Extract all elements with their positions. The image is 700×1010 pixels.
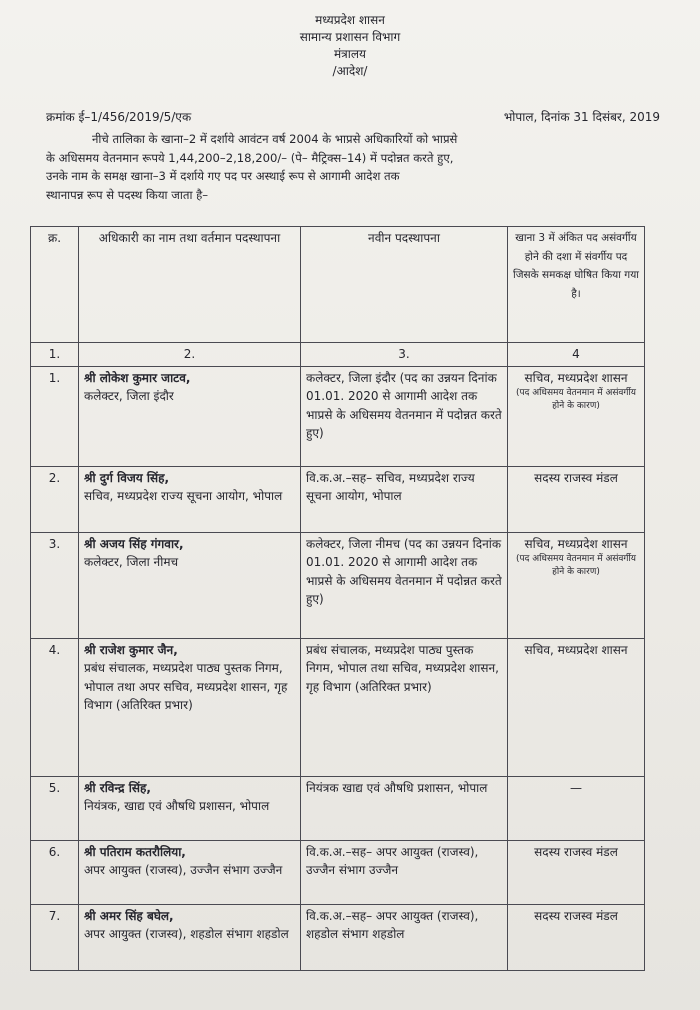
equivalent-note: (पद अधिसमय वेतनमान में असंवर्गीय होने के कारण) (515, 388, 637, 411)
officer-current: अपर आयुक्त (राजस्व), शहडोल संभाग शहडोल (84, 927, 289, 941)
order-place-date: भोपाल, दिनांक 31 दिसंबर, 2019 (503, 110, 660, 124)
new-posting: वि.क.अ.–सह– अपर आयुक्त (राजस्व), शहडोल संभाग शहडोल (301, 904, 508, 970)
table-row (31, 904, 645, 970)
row-serial: 7. (31, 904, 79, 970)
header-secretariat: मंत्रालय (333, 47, 366, 61)
officer-current: कलेक्टर, जिला इंदौर (84, 389, 174, 403)
intro-line: उनके नाम के समक्ष खाना–3 में दर्शाये गए पद पर अस्थाई रूप से आगामी आदेश तक (46, 169, 400, 184)
new-posting: कलेक्टर, जिला नीमच (पद का उन्नयन दिनांक 01.01. 2020 से आगामी आदेश तक भाप्रसे के अधिसमय वेतनमान में पदोन्नत करते हुए) (301, 532, 508, 638)
order-line (46, 108, 660, 125)
new-posting: कलेक्टर, जिला इंदौर (पद का उन्नयन दिनांक 01.01. 2020 से आगामी आदेश तक भाप्रसे के अधिसमय वेतनमान में पदोन्नत करते हुए) (301, 366, 508, 466)
table-header-row (31, 227, 645, 343)
officer-current: प्रबंध संचालक, मध्यप्रदेश पाठ्य पुस्तक निगम, भोपाल तथा अपर सचिव, मध्यप्रदेश शासन, गृह विभाग (अतिरिक्त प्रभार) (84, 661, 288, 712)
officer-cell (79, 776, 301, 840)
header-equivalent: खाना 3 में अंकित पद असंवर्गीय होने की दशा में संवर्गीय पद जिसके समकक्ष घोषित किया गया है। (508, 227, 645, 343)
col-number: 2. (79, 343, 301, 367)
equivalent-post: सदस्य राजस्व मंडल (534, 844, 618, 859)
officer-current: अपर आयुक्त (राजस्व), उज्जैन संभाग उज्जैन (84, 863, 283, 877)
intro-line: के अधिसमय वेतनमान रूपये 1,44,200–2,18,200/– (पे– मैट्रिक्स–14) में पदोन्नत करते हुए, (46, 150, 454, 165)
officer-cell (79, 466, 301, 532)
equivalent-post: सचिव, मध्यप्रदेश शासन (524, 536, 628, 551)
order-number: क्रमांक ई–1/456/2019/5/एक (46, 110, 192, 124)
officer-cell (79, 904, 301, 970)
intro-paragraph (46, 130, 634, 204)
header-order-title: /आदेश/ (332, 64, 368, 78)
officer-name: श्री लोकेश कुमार जाटव, (84, 370, 191, 385)
equivalent-post: सदस्य राजस्व मंडल (534, 470, 618, 485)
equivalent-note: (पद अधिसमय वेतनमान में असंवर्गीय होने के कारण) (515, 554, 637, 577)
officer-current: सचिव, मध्यप्रदेश राज्य सूचना आयोग, भोपाल (84, 489, 283, 503)
table-row (31, 776, 645, 840)
officer-name: श्री दुर्ग विजय सिंह, (84, 470, 170, 485)
equivalent-post: — (570, 780, 582, 795)
intro-line: स्थानापन्न रूप से पदस्थ किया जाता है– (46, 187, 209, 202)
officer-name: श्री अमर सिंह बघेल, (84, 908, 174, 923)
equivalent-cell (508, 776, 645, 840)
equivalent-cell (508, 840, 645, 904)
equivalent-cell (508, 532, 645, 638)
equivalent-post: सचिव, मध्यप्रदेश शासन (524, 642, 628, 657)
new-posting: वि.क.अ.–सह– अपर आयुक्त (राजस्व), उज्जैन संभाग उज्जैन (301, 840, 508, 904)
officer-name: श्री रविन्द्र सिंह, (84, 780, 151, 795)
row-serial: 3. (31, 532, 79, 638)
equivalent-cell (508, 466, 645, 532)
officer-cell (79, 638, 301, 776)
row-serial: 1. (31, 366, 79, 466)
header-new-posting: नवीन पदस्थापना (301, 227, 508, 343)
new-posting: वि.क.अ.–सह– सचिव, मध्यप्रदेश राज्य सूचना आयोग, भोपाल (301, 466, 508, 532)
intro-line: नीचे तालिका के खाना–2 में दर्शाये आवंटन वर्ष 2004 के भाप्रसे अधिकारियों को भाप्रसे (92, 132, 458, 146)
header-government: मध्यप्रदेश शासन (315, 13, 385, 27)
officer-cell (79, 366, 301, 466)
table-row (31, 638, 645, 776)
officer-cell (79, 532, 301, 638)
officer-name: श्री पतिराम कतरौलिया, (84, 844, 186, 859)
new-posting: नियंत्रक खाद्य एवं औषधि प्रशासन, भोपाल (301, 776, 508, 840)
table-row (31, 532, 645, 638)
equivalent-cell (508, 366, 645, 466)
header-serial: क्र. (31, 227, 79, 343)
table-number-row (31, 343, 645, 367)
row-serial: 2. (31, 466, 79, 532)
equivalent-cell (508, 904, 645, 970)
table-row (31, 466, 645, 532)
row-serial: 5. (31, 776, 79, 840)
officer-current: कलेक्टर, जिला नीमच (84, 555, 179, 569)
posting-table (30, 226, 645, 971)
equivalent-cell (508, 638, 645, 776)
officer-cell (79, 840, 301, 904)
equivalent-post: सदस्य राजस्व मंडल (534, 908, 618, 923)
col-number: 1. (31, 343, 79, 367)
new-posting: प्रबंध संचालक, मध्यप्रदेश पाठ्य पुस्तक निगम, भोपाल तथा सचिव, मध्यप्रदेश शासन, गृह विभाग (अतिरिक्त प्रभार) (301, 638, 508, 776)
table-row (31, 366, 645, 466)
row-serial: 6. (31, 840, 79, 904)
col-number: 3. (301, 343, 508, 367)
col-number: 4 (508, 343, 645, 367)
header-officer: अधिकारी का नाम तथा वर्तमान पदस्थापना (79, 227, 301, 343)
equivalent-post: सचिव, मध्यप्रदेश शासन (524, 370, 628, 385)
document-header (0, 12, 700, 80)
officer-current: नियंत्रक, खाद्य एवं औषधि प्रशासन, भोपाल (84, 799, 270, 813)
row-serial: 4. (31, 638, 79, 776)
officer-name: श्री अजय सिंह गंगवार, (84, 536, 184, 551)
officer-name: श्री राजेश कुमार जैन, (84, 642, 178, 657)
table-row (31, 840, 645, 904)
header-department: सामान्य प्रशासन विभाग (299, 30, 401, 44)
